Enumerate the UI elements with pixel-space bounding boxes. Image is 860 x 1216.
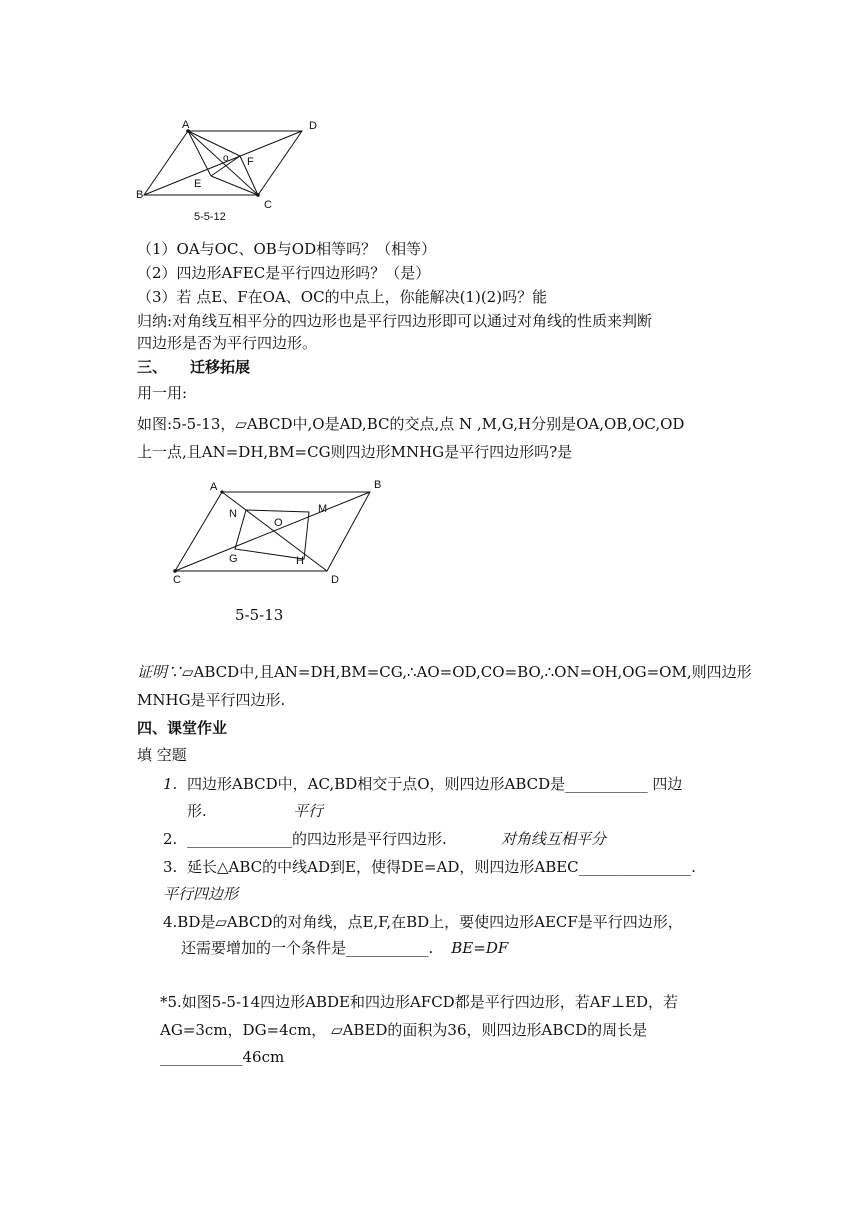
- fig2-point-c: C: [173, 574, 181, 586]
- item-3-number: 3.: [163, 858, 178, 876]
- summary-line-1: 归纳:对角线互相平分的四边形也是平行四边形即可以通过对角线的性质来判断: [137, 312, 653, 330]
- fig2-point-m: M: [318, 503, 328, 515]
- fig1-caption: 5-5-12: [194, 211, 226, 223]
- fig2-point-o: O: [274, 517, 283, 529]
- fig2-point-b: B: [374, 479, 382, 491]
- item-4-answer: BE=DF: [451, 939, 509, 957]
- try-it-label: 用一用:: [137, 384, 188, 402]
- fig2-caption: 5-5-13: [235, 606, 284, 624]
- item-5-line-2: AG=3cm，DG=4cm， ▱ABED的面积为36，则四边形ABCD的周长是: [160, 1021, 648, 1039]
- item-2-number: 2.: [163, 830, 178, 848]
- question-3: （3）若 点E、F在OA、OC的中点上，你能解决(1)(2)吗？能: [137, 288, 548, 306]
- item-2-text: ______________的四边形是平行四边形.: [187, 830, 447, 848]
- item-5-line-3: ___________46cm: [160, 1048, 285, 1066]
- fig1-point-b: B: [136, 189, 144, 201]
- item-4-line-1: 4.BD是▱ABCD的对角线，点E,F,在BD上，要使四边形AECF是平行四边形，: [163, 913, 683, 931]
- item-1-continuation: 形.: [187, 802, 207, 820]
- section-3-title: 迁移拓展: [190, 358, 251, 376]
- fig2-point-d: D: [331, 574, 339, 586]
- proof-prefix: 证明∵: [137, 663, 183, 681]
- section-4-title: 四、课堂作业: [137, 719, 228, 737]
- proof-line-1: ▱ABCD中,且AN=DH,BM=CG,∴AO=OD,CO=BO,∴ON=OH,OG=OM,则四边形: [182, 663, 752, 681]
- item-1-number: 1.: [163, 775, 178, 793]
- item-4-line-2: 还需要增加的一个条件是___________.: [181, 939, 434, 957]
- fig1-point-c: C: [264, 199, 272, 211]
- proof-line-2: MNHG是平行四边形.: [137, 691, 286, 709]
- fill-blank-heading: 填 空题: [137, 746, 187, 764]
- fig2-point-a: A: [210, 481, 218, 493]
- fig1-point-a: A: [182, 119, 190, 131]
- item-1-answer: 平行: [293, 802, 324, 820]
- fig1-point-f: F: [247, 156, 254, 168]
- fig1-point-e: E: [194, 178, 202, 190]
- section-3-number: 三、: [137, 358, 168, 376]
- item-2-answer: 对角线互相平分: [501, 830, 607, 848]
- item-3-answer: 平行四边形: [163, 885, 239, 903]
- question-1: （1）OA与OC、OB与OD相等吗？（相等）: [137, 240, 437, 258]
- summary-line-2: 四边形是否为平行四边形。: [137, 334, 318, 352]
- figure-5-5-12: [130, 115, 330, 225]
- item-1-text: 四边形ABCD中，AC,BD相交于点O，则四边形ABCD是___________ 四边: [187, 775, 683, 793]
- fig1-point-o: o: [223, 153, 229, 164]
- item-3-text: 延长△ABC的中线AD到E，使得DE=AD，则四边形ABEC_______________.: [187, 858, 696, 876]
- fig2-point-h: H: [296, 555, 304, 567]
- fig2-point-g: G: [229, 553, 238, 565]
- problem-line-2: 上一点,且AN=DH,BM=CG则四边形MNHG是平行四边形吗?是: [137, 443, 573, 461]
- fig1-point-d: D: [309, 120, 317, 132]
- item-5-line-1: *5.如图5-5-14四边形ABDE和四边形AFCD都是平行四边形，若AF⊥ED，若: [160, 993, 679, 1011]
- figure-5-5-13: [165, 475, 405, 590]
- question-2: （2）四边形AFEC是平行四边形吗？（是）: [137, 264, 431, 282]
- problem-line-1: 如图:5-5-13，▱ABCD中,O是AD,BC的交点,点 N ,M,G,H分别是OA,OB,OC,OD: [137, 415, 685, 433]
- fig2-point-n: N: [229, 508, 237, 520]
